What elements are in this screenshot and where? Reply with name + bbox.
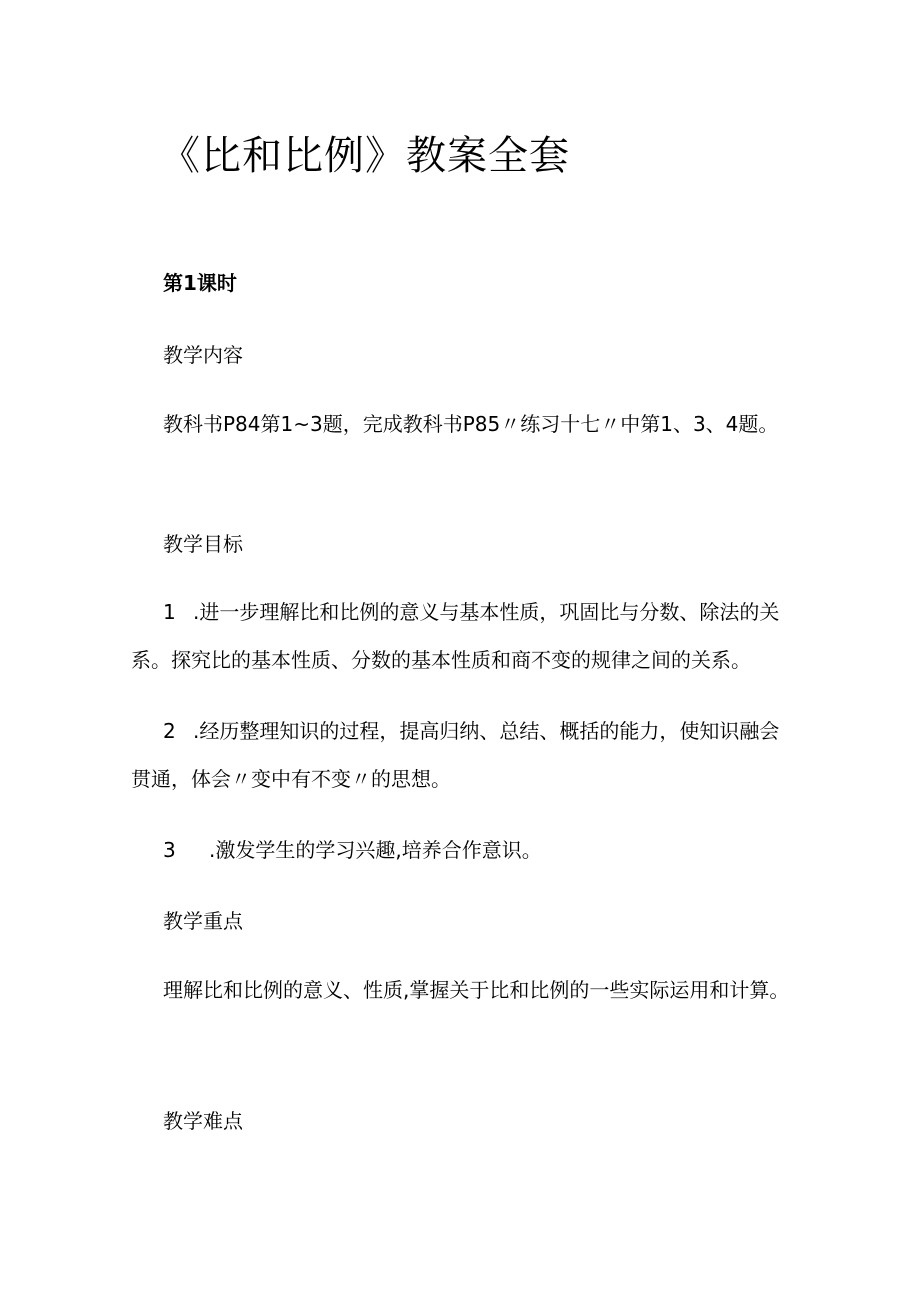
goal-1-text: .进一步理解比和比例的意义与基本性质，巩固比与分数、除法的关系。探究比的基本性质、分数的基本性质和商不变的规律之间的关系。 (131, 600, 780, 672)
goal-3-paragraph (131, 826, 791, 874)
goal-1-paragraph (131, 588, 791, 684)
content-paragraph: 教科书P84第1~3题，完成教科书P85〃练习十七〃中第1、3、4题。 (163, 412, 779, 436)
difficulty-heading: 教学难点 (163, 1109, 243, 1133)
goal-2-number: 2 (163, 719, 176, 743)
goal-3-number: 3 (163, 838, 176, 862)
lesson-heading: 第1课时 (163, 271, 237, 295)
key-paragraph: 理解比和比例的意义、性质,掌握关于比和比例的一些实际运用和计算。 (163, 978, 790, 1002)
content-heading: 教学内容 (163, 343, 243, 367)
key-heading: 教学重点 (163, 909, 243, 933)
goal-2-paragraph (131, 707, 791, 803)
goals-heading: 教学目标 (163, 532, 243, 556)
goal-3-text: .激发学生的学习兴趣,培养合作意识。 (209, 838, 542, 862)
document-title: 《比和比例》教案全套 (160, 133, 570, 179)
goal-1-number: 1 (163, 600, 176, 624)
goal-2-text: .经历整理知识的过程，提高归纳、总结、概括的能力，使知识融会贯通，体会〃变中有不变〃的思想。 (131, 719, 780, 791)
